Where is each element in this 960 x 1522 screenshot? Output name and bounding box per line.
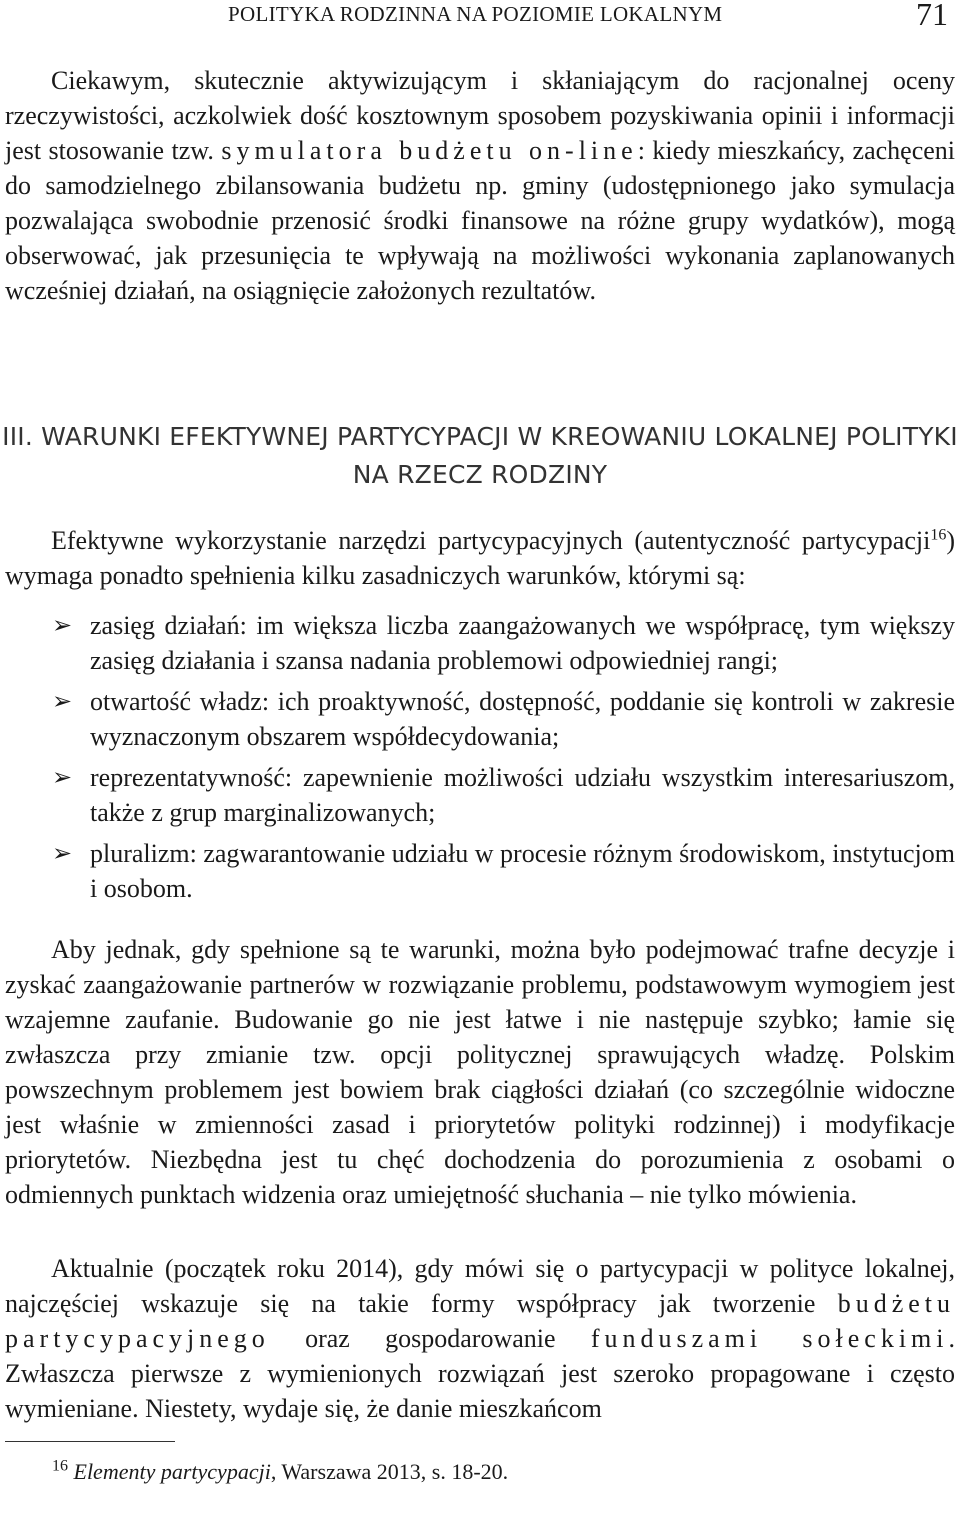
page-number: 71 [916, 0, 948, 32]
list-item-text: zasięg działań: im większa liczba zaangażowanych we współpracę, tym większy zasięg działania i szansa nadania problemowi odpowiedniej rangi; [90, 611, 955, 675]
spaced-term: budżetu partycypacyjnego [5, 1289, 955, 1353]
list-item-text: reprezentatywność: zapewnienie możliwości udziału wszystkim interesariuszom, także z grup marginalizowanych; [90, 763, 955, 827]
paragraph-text: ) wymaga ponadto spełnienia kilku zasadniczych warunków, którymi są: [5, 526, 955, 590]
paragraph-budget-simulator [5, 63, 955, 308]
paragraph-text: Ciekawym, skutecznie aktywizującym i skłaniającym do racjonalnej oceny rzeczywistości, aczkolwiek dość kosztownym sposobem pozyskiwania opinii i informacji jest stosowanie tzw. [5, 66, 955, 165]
footnote-divider [5, 1441, 175, 1442]
list-item [0, 684, 960, 754]
section-heading-line: NA RZECZ RODZINY [352, 460, 608, 489]
section-heading [0, 418, 960, 494]
list-item-text: pluralizm: zagwarantowanie udziału w procesie różnym środowiskom, instytucjom i osobom. [90, 839, 955, 903]
paragraph-trust [5, 932, 955, 1212]
list-item-text: otwartość władz: ich proaktywność, dostępność, poddanie się kontroli w zakresie wyznaczonym obszarem współdecydowania; [90, 687, 955, 751]
paragraph-conditions-intro [5, 523, 955, 593]
list-item [0, 760, 960, 830]
arrowhead-bullet-icon: ➢ [52, 839, 73, 867]
arrowhead-bullet-icon: ➢ [52, 687, 73, 715]
paragraph-text: oraz gospodarowanie [269, 1324, 591, 1353]
arrowhead-bullet-icon: ➢ [52, 611, 73, 639]
paragraph-text: Aby jednak, gdy spełnione są te warunki, można było podejmować trafne decyzje i zyskać zaangażowanie partnerów w rozwiązanie problemu, podstawowym wymogiem jest wzajemne zaufanie. Budowanie go nie jest łatwe i nie następuje szybko; łamie się zwłaszcza przy zmianie tzw. opcji politycznej sprawujących władzę. Polskim powszechnym problemem jest bowiem brak ciągłości działań (co szczególnie widoczne jest właśnie w zmienności zasad i priorytetów polityki rodzinnej) i modyfikacje priorytetów. Niezbędna jest tu chęć dochodzenia do porozumienia z osobami o odmiennych punktach widzenia oraz umiejętność słuchania – nie tylko mówienia. [5, 935, 955, 1209]
footnote-reference[interactable]: 16 [930, 526, 947, 544]
list-item [0, 608, 960, 678]
paragraph-current-forms [5, 1251, 955, 1426]
spaced-term: funduszami sołeckimi [590, 1324, 949, 1353]
section-heading-line: III. WARUNKI EFEKTYWNEJ PARTYCYPACJI W KREOWANIU LOKALNEJ POLITYKI [2, 422, 958, 451]
footnote-number: 16 [52, 1457, 68, 1475]
conditions-list [0, 608, 960, 912]
paragraph-text: : kiedy mieszkańcy, zachęceni do samodzielnego zbilansowania budżetu np. gminy (udostępnionego jako symulacja pozwalająca swobodnie przenosić środki finansowe na różne grupy wydatków), mogą obserwować, jak przesunięcia te wpływają na możliwości wykonania zaplanowanych wcześniej działań, na osiągnięcie założonych rezultatów. [5, 136, 955, 305]
footnote [52, 1458, 508, 1486]
footnote-text: , Warszawa 2013, s. 18-20. [270, 1459, 509, 1484]
paragraph-text: . Zwłaszcza pierwsze z wymienionych rozwiązań jest szeroko propagowane i często wymieniane. Niestety, wydaje się, że danie mieszkańcom [5, 1324, 955, 1423]
arrowhead-bullet-icon: ➢ [52, 763, 73, 791]
running-title: POLITYKA RODZINNA NA POZIOMIE LOKALNYM [228, 2, 723, 26]
footnote-title: Elementy partycypacji [73, 1459, 271, 1484]
spaced-term: symulatora budżetu on-line [221, 136, 638, 165]
paragraph-text: Aktualnie (początek roku 2014), gdy mówi się o partycypacji w polityce lokalnej, najczęściej wskazuje się na takie formy współpracy jak tworzenie [5, 1254, 955, 1318]
paragraph-text: Efektywne wykorzystanie narzędzi partycypacyjnych (autentyczność partycypacji [51, 526, 931, 555]
list-item [0, 836, 960, 906]
